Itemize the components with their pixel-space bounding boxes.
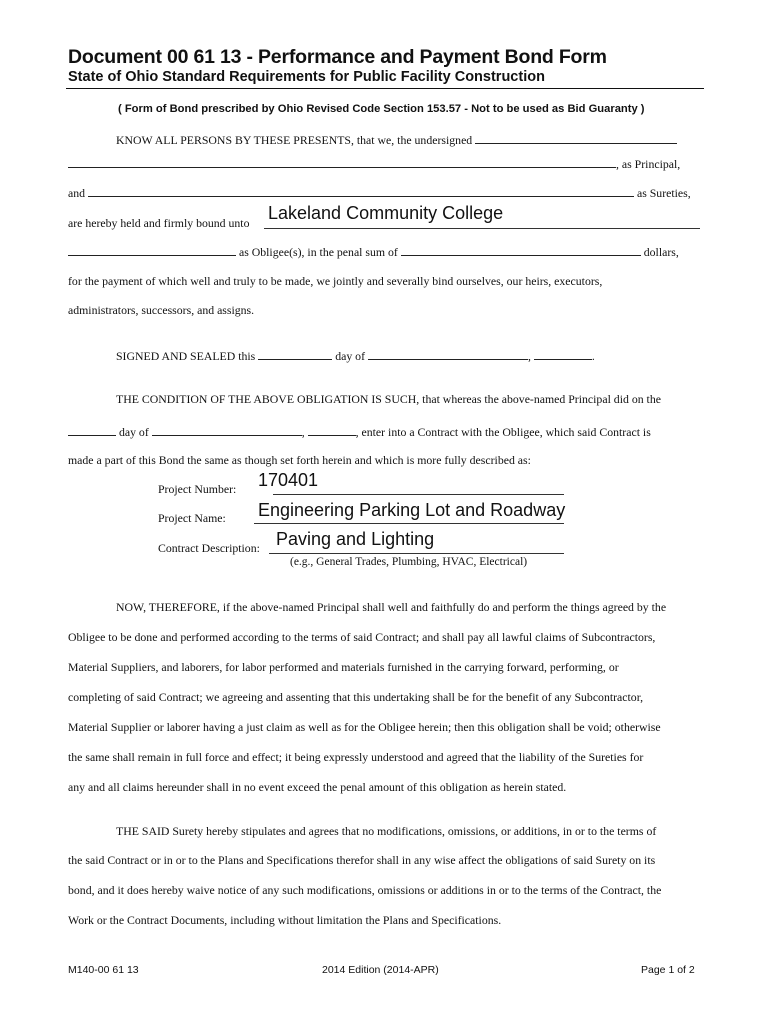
contract-day-field[interactable] <box>68 423 116 436</box>
dollars-text: dollars, <box>643 245 679 259</box>
now-therefore-line: the same shall remain in full force and effect; it being expressly understood and agreed that the liability of the Sureties for <box>68 750 644 764</box>
contract-description-label: Contract Description: <box>158 541 260 555</box>
and-text: and <box>68 186 86 200</box>
payment-text: for the payment of which well and truly to be made, we jointly and severally bind ourselves, our heirs, executors, <box>68 274 603 288</box>
now-therefore-line: completing of said Contract; we agreeing and assenting that this undertaking shall be for the benefit of any Subcontractor, <box>68 690 644 704</box>
obligee-line <box>68 243 679 260</box>
said-surety-line: Work or the Contract Documents, including without limitation the Plans and Specifications. <box>68 913 502 927</box>
held-bound-text: are hereby held and firmly bound unto <box>68 216 250 230</box>
signed-month-field[interactable] <box>368 347 528 360</box>
footer-edition: 2014 Edition (2014-APR) <box>322 964 439 976</box>
know-all-text: KNOW ALL PERSONS BY THESE PRESENTS, that we, the undersigned <box>116 133 473 147</box>
day-of-text: day of <box>335 349 365 363</box>
now-therefore-line: NOW, THEREFORE, if the above-named Principal shall well and faithfully do and perform the things agreed by the <box>116 600 667 614</box>
contract-description-hint: (e.g., General Trades, Plumbing, HVAC, Electrical) <box>290 556 528 568</box>
principal-line <box>68 155 680 172</box>
principal-name-field-2[interactable] <box>68 155 616 168</box>
project-name-field[interactable]: Engineering Parking Lot and Roadway <box>258 500 566 520</box>
project-number-field[interactable]: 170401 <box>258 470 319 490</box>
signed-sealed-line: SIGNED AND SEALED this day of , . <box>116 349 595 363</box>
principal-name-field[interactable] <box>475 131 677 144</box>
project-number-underline <box>273 494 564 495</box>
signed-year-field[interactable] <box>534 347 592 360</box>
sureties-field[interactable] <box>88 184 634 197</box>
footer-page-number: Page 1 of 2 <box>641 964 695 976</box>
now-therefore-line: Obligee to be done and performed according to the terms of said Contract; and shall pay all lawful claims of Subcontractors, <box>68 630 656 644</box>
header-divider <box>66 88 704 89</box>
contract-description-underline <box>269 553 564 554</box>
as-principal-text: , as Principal, <box>616 157 681 171</box>
admin-text: administrators, successors, and assigns. <box>68 303 255 317</box>
document-title: Document 00 61 13 - Performance and Payment Bond Form <box>68 46 607 68</box>
contract-year-field[interactable] <box>308 423 356 436</box>
said-surety-line: bond, and it does hereby waive notice of any such modifications, omissions or additions in or to the terms of the Contract, the <box>68 883 662 897</box>
made-part-text: made a part of this Bond the same as though set forth herein and which is more fully described as: <box>68 453 531 467</box>
bond-form-note: ( Form of Bond prescribed by Ohio Revised Code Section 153.57 - Not to be used as Bid Guaranty ) <box>118 103 645 115</box>
said-surety-line: the said Contract or in or to the Plans and Specifications therefor shall in any wise affect the obligations of said Surety on its <box>68 853 656 867</box>
contract-month-field[interactable] <box>152 423 302 436</box>
contract-date-line: day of , , enter into a Contract with the Obligee, which said Contract is <box>68 423 651 440</box>
obligee-underline <box>264 228 700 229</box>
now-therefore-line: any and all claims hereunder shall in no event exceed the penal amount of this obligation as herein stated. <box>68 780 567 794</box>
signed-day-field[interactable] <box>258 347 332 360</box>
document-subtitle: State of Ohio Standard Requirements for Public Facility Construction <box>68 69 545 85</box>
now-therefore-line: Material Suppliers, and laborers, for labor performed and materials furnished in the carrying forward, performing, or <box>68 660 619 674</box>
know-all-line <box>116 131 677 148</box>
penal-sum-field[interactable] <box>401 243 641 256</box>
now-therefore-line: Material Supplier or laborer having a just claim as well as for the Obligee herein; then this obligation shall be void; otherwise <box>68 720 661 734</box>
project-name-label: Project Name: <box>158 511 226 525</box>
enter-into-text: , enter into a Contract with the Obligee, which said Contract is <box>355 425 651 439</box>
obligee-field-2[interactable] <box>68 243 236 256</box>
said-surety-line: THE SAID Surety hereby stipulates and agrees that no modifications, omissions, or additions, in or to the terms of <box>116 824 657 838</box>
footer-document-code: M140-00 61 13 <box>68 964 139 976</box>
condition-text: THE CONDITION OF THE ABOVE OBLIGATION IS SUCH, that whereas the above-named Principal did on the <box>116 392 661 406</box>
project-name-underline <box>254 523 564 524</box>
as-sureties-text: as Sureties, <box>636 186 691 200</box>
sureties-line <box>68 184 691 201</box>
day-of-text-2: day of <box>118 425 149 439</box>
project-number-label: Project Number: <box>158 482 237 496</box>
signed-sealed-text: SIGNED AND SEALED this <box>116 349 256 363</box>
as-obligee-text: as Obligee(s), in the penal sum of <box>238 245 398 259</box>
obligee-field[interactable]: Lakeland Community College <box>268 203 504 223</box>
contract-description-field[interactable]: Paving and Lighting <box>276 529 435 549</box>
